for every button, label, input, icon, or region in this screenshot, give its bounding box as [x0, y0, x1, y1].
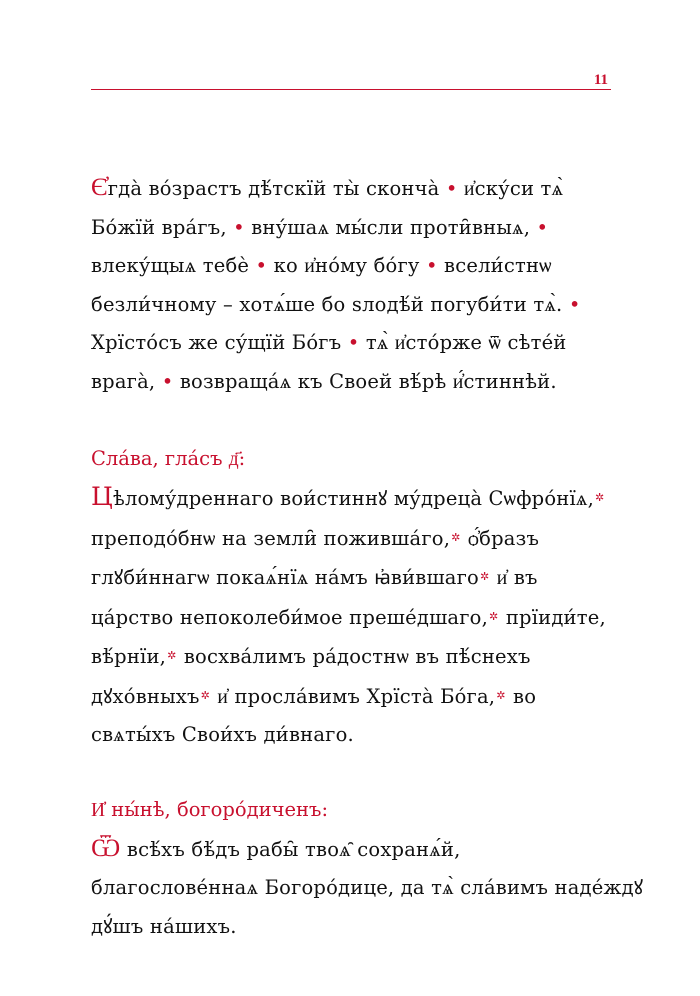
text-line — [91, 324, 621, 363]
text-segment: во — [506, 684, 537, 708]
page-number: 11 — [593, 72, 608, 88]
text-line — [91, 869, 644, 908]
text-line — [91, 908, 621, 947]
text-segment: прїиди́те, — [499, 605, 606, 629]
verse-dot-marker: • — [155, 369, 174, 393]
verse-star-marker: ✲ — [489, 609, 499, 623]
text-segment: и҆ просла́вимъ Хрїста̀ Бо́га, — [211, 684, 496, 708]
text-segment: тѧ̀ и҆сто́рже ѿ сѣте́й — [359, 331, 567, 354]
text-line — [91, 829, 621, 870]
verse-dot-marker: • — [562, 292, 581, 316]
text-line — [91, 716, 621, 755]
text-segment: врага̀, — [91, 369, 156, 393]
text-line — [91, 558, 621, 598]
text-segment: всѣ́хъ бѣ́дъ рабы̑ твоѧ̑ сохранѧ́й, — [120, 837, 461, 861]
text-line — [91, 677, 621, 717]
text-segment: и҆ску́си тѧ̀ — [457, 177, 564, 200]
verse-star-marker: ✲ — [595, 491, 605, 504]
text-segment: Бо́жїй вра́гъ, — [91, 215, 227, 239]
text-segment: свѧты́хъ Свои́хъ ди́внаго. — [91, 723, 354, 746]
text-line — [91, 209, 621, 248]
text-segment: восхва́лимъ ра́достнѡ въ пѣ́снехъ — [177, 645, 531, 668]
text-segment: дꙋ́шъ на́шихъ. — [91, 914, 237, 938]
text-line — [91, 363, 621, 402]
text-segment: Хрїсто́съ же су́щїй Бо́гъ — [91, 331, 342, 354]
verse-dot-marker: • — [530, 215, 549, 239]
troparion-block — [91, 168, 621, 401]
verse-dot-marker: • — [341, 331, 360, 354]
text-segment: вну́шаѧ мы́сли проти̑вныѧ, — [244, 215, 531, 239]
glory-heading: Сла́ва, гла́съ д҃: — [91, 447, 246, 470]
text-line — [91, 519, 621, 559]
text-line — [91, 478, 621, 519]
page-content — [91, 168, 644, 946]
text-segment: благослове́ннаѧ Богоро́дице, да тѧ̀ сла́вимъ наде́ждꙋ — [91, 876, 644, 899]
header-rule — [91, 89, 611, 90]
spacer — [91, 401, 621, 440]
text-segment: преподо́бнѡ на земли̑ поживша́го, — [91, 526, 451, 550]
text-segment: дꙋхо́вныхъ — [91, 684, 200, 708]
now-block — [91, 829, 644, 947]
verse-dot-marker: • — [226, 215, 245, 239]
glory-block — [91, 478, 621, 755]
text-line — [91, 598, 621, 638]
text-segment: ѻ҆́бразъ — [461, 526, 540, 550]
verse-dot-marker: • — [249, 254, 268, 277]
initial-letter: Ц — [91, 482, 114, 511]
now-heading: И҆ ны́нѣ, богоро́диченъ: — [91, 797, 329, 821]
text-segment: ца́рство непоколеби́мое преше́дшаго, — [91, 605, 488, 629]
text-line — [91, 247, 621, 286]
text-segment: возвраща́ѧ къ Своей вѣ́рѣ и҆́стиннѣй. — [173, 369, 557, 393]
text-segment: гда̀ во́зрастъ дѣ́тскїй ты̀ сконча̀ — [107, 177, 440, 200]
text-line — [91, 637, 621, 677]
verse-star-marker: ✲ — [451, 530, 461, 544]
text-segment: безли́чному – хотѧ́ше бо ѕлодѣ́й погуби́ти тѧ̀. — [91, 292, 563, 316]
verse-star-marker: ✲ — [479, 570, 490, 583]
text-segment: глꙋби́ннагѡ покаѧ́нїѧ на́мъ ꙗ҆ви́вшаго — [91, 566, 479, 589]
text-segment: влеку́щыѧ тебѐ — [91, 254, 250, 277]
verse-star-marker: ✲ — [167, 649, 177, 662]
text-segment: и҆ въ — [490, 566, 538, 589]
initial-letter: Ѿ — [91, 832, 121, 862]
spacer — [91, 755, 621, 791]
text-line — [91, 286, 621, 325]
text-line — [91, 168, 621, 209]
text-segment: вѣ́рнїи, — [91, 645, 167, 668]
verse-star-marker: ✲ — [496, 688, 506, 702]
text-segment: ко и҆но́му бо́гу — [267, 254, 420, 277]
verse-star-marker: ✲ — [200, 688, 211, 702]
text-segment: всели́стнѡ — [437, 254, 552, 277]
initial-letter: Є҆ — [91, 172, 108, 201]
text-segment: ѣлому́дреннаго вои́стиннꙋ му́дреца̀ Сѡфро́нїѧ, — [113, 487, 595, 510]
verse-dot-marker: • — [419, 254, 438, 277]
verse-dot-marker: • — [439, 177, 458, 200]
